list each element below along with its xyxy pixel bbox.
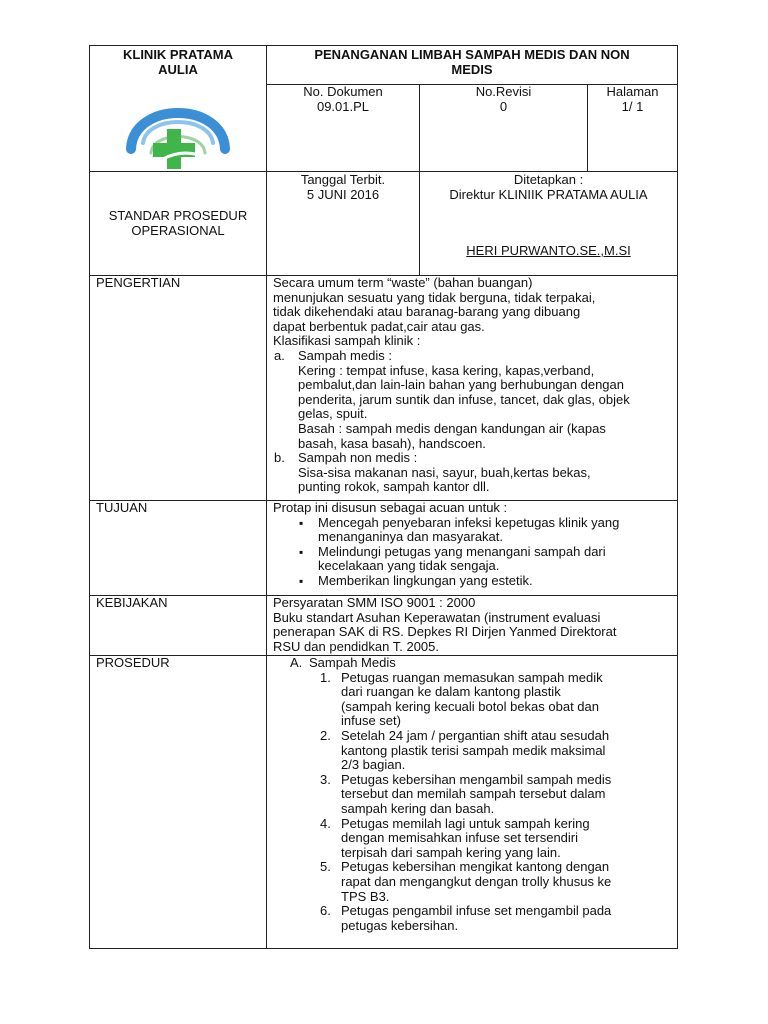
prosedur-content bbox=[267, 656, 678, 949]
approval-cell: Ditetapkan : Direktur KLINIIK PRATAMA AULIA HERI PURWANTO.SE.,M.SI bbox=[420, 172, 678, 276]
pengertian-intro-line: dapat berbentuk padat,cair atau gas. bbox=[273, 318, 485, 334]
list-item: 4. Petugas memilah lagi untuk sampah kering dengan memisahkan infuse set tersendiri terpisah dari sampah kering yang lain. bbox=[320, 815, 590, 860]
pengertian-label: PENGERTIAN bbox=[90, 276, 267, 501]
tujuan-content bbox=[267, 501, 678, 596]
signatory-name: HERI PURWANTO.SE.,M.SI bbox=[466, 243, 631, 258]
list-item: ▪ Melindungi petugas yang menangani sampah dari kecelakaan yang tidak sengaja. bbox=[318, 545, 675, 574]
clinic-header-cell bbox=[90, 46, 267, 172]
pengertian-intro-line: Secara umum term “waste” (bahan buangan) bbox=[273, 275, 533, 290]
document-title: PENANGANAN LIMBAH SAMPAH MEDIS DAN NON MEDIS bbox=[267, 46, 678, 85]
list-item: 1. Petugas ruangan memasukan sampah medik dari ruangan ke dalam kantong plastik (sampah kering kecuali botol bekas obat dan infuse set) bbox=[320, 669, 603, 729]
revision-cell: No.Revisi 0 bbox=[420, 85, 588, 172]
pengertian-intro-line: menunjukan sesuatu yang tidak berguna, tidak terpakai, bbox=[273, 289, 596, 305]
prosedur-steps bbox=[273, 671, 675, 934]
list-item: 2. Setelah 24 jam / pergantian shift atau sesudah kantong plastik terisi sampah medik maksimal 2/3 bagian. bbox=[320, 727, 610, 773]
list-item: a. Sampah medis : Kering : tempat infuse, kasa kering, kapas,verband, pembalut,dan lain-lain bahan yang berhubungan dengan penderita, jarum suntik dan infuse, tancet, dak glas, objek gelas, spuit. Basah : sampah medis dengan kandungan air (kapas basah, kasa basah), handscoen. bbox=[274, 347, 630, 451]
list-item: 5. Petugas kebersihan mengikat kantong dengan rapat dan mengangkut dengan trolly khusus ke TPS B3. bbox=[320, 859, 612, 904]
klasifikasi-list bbox=[273, 349, 675, 495]
list-item: ▪ Mencegah penyebaran infeksi kepetugas klinik yang menanganinya dan masyarakat. bbox=[318, 516, 675, 545]
klasifikasi-heading: Klasifikasi sampah klinik : bbox=[273, 333, 421, 349]
issue-date-cell: Tanggal Terbit. 5 JUNI 2016 bbox=[267, 172, 420, 276]
document-number-cell: No. Dokumen 09.01.PL bbox=[267, 85, 420, 172]
sop-document bbox=[89, 45, 676, 949]
kebijakan-label: KEBIJAKAN bbox=[90, 596, 267, 656]
sop-table bbox=[89, 45, 678, 949]
list-item: 6. Petugas pengambil infuse set mengambil pada petugas kebersihan. bbox=[320, 903, 612, 933]
sop-label-cell: STANDAR PROSEDUR OPERASIONAL bbox=[90, 172, 267, 276]
tujuan-label: TUJUAN bbox=[90, 501, 267, 596]
list-item: b. Sampah non medis : Sisa-sisa makanan nasi, sayur, buah,kertas bekas, punting rokok, sampah kantor dll. bbox=[274, 450, 591, 495]
tujuan-intro: Protap ini disusun sebagai acuan untuk : bbox=[273, 500, 508, 515]
tujuan-list bbox=[273, 516, 675, 589]
page-number-cell: Halaman 1/ 1 bbox=[588, 85, 678, 172]
list-item: 3. Petugas kebersihan mengambil sampah medis tersebut dan memilah sampah tersebut dalam sampah kering dan basah. bbox=[320, 771, 612, 816]
list-item: ▪ Memberikan lingkungan yang estetik. bbox=[318, 574, 675, 589]
pengertian-intro-line: tidak dikehendaki atau baranag-barang yang dibuang bbox=[273, 304, 581, 320]
clinic-name: KLINIK PRATAMA AULIA bbox=[122, 47, 233, 77]
clinic-logo-icon bbox=[123, 81, 233, 169]
prosedur-section-title: A. Sampah Medis bbox=[290, 655, 396, 670]
kebijakan-content: Persyaratan SMM ISO 9001 : 2000 Buku standart Asuhan Keperawatan (instrument evaluasi penerapan SAK di RS. Depkes RI Dirjen Yanmed Direktorat RSU dan pendidkan T. 2005. bbox=[267, 596, 678, 656]
pengertian-content bbox=[267, 276, 678, 501]
prosedur-label: PROSEDUR bbox=[90, 656, 267, 949]
